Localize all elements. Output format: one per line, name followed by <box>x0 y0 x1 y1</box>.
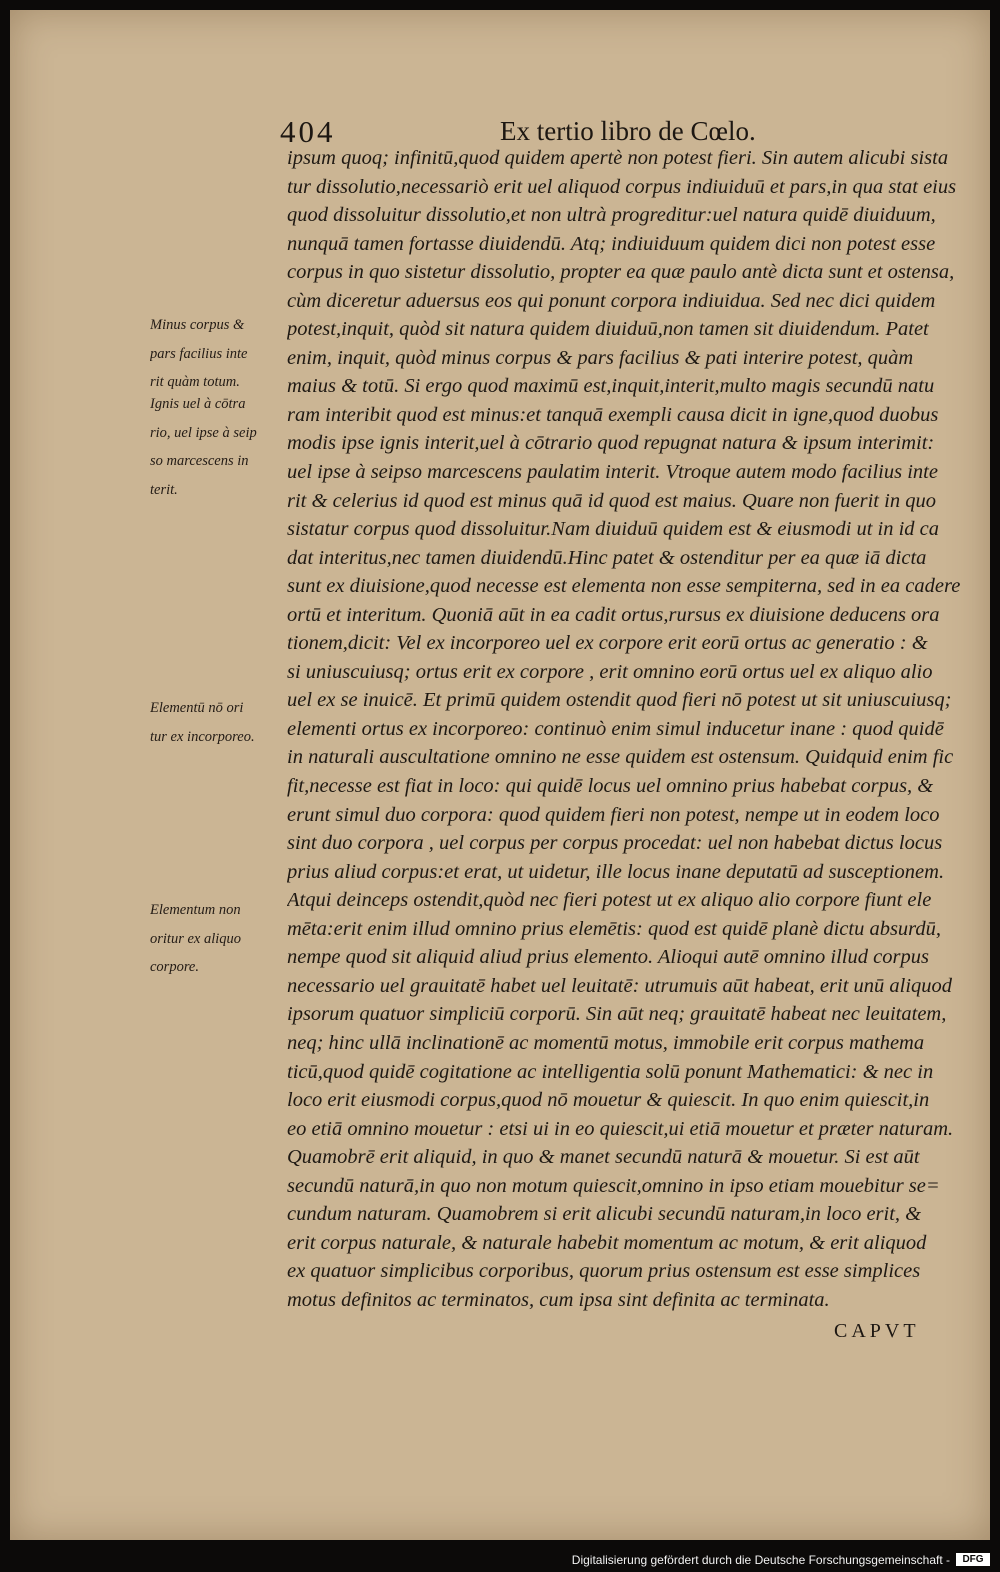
text-line: sistatur corpus quod dissoluitur.Nam diuiduū quidem est & eiusmodi ut in id ca <box>287 518 940 541</box>
text-line: potest,inquit, quòd sit natura quidem diuiduū,non tamen sit diuidendum. Patet <box>287 318 929 341</box>
text-line: dat interitus,nec tamen diuidendū.Hinc patet & ostenditur per ea quæ iā dicta <box>287 546 927 569</box>
text-line: ipsorum quatuor simpliciū corporū. Sin aūt neq; grauitatē habeat nec leuitatem, <box>287 1003 947 1026</box>
text-line: loco erit eiusmodi corpus,quod nō mouetur & quiescit. In quo enim quiescit,in <box>287 1089 930 1112</box>
margin-note-line: Elementū nō ori <box>150 700 244 716</box>
text-line: sunt ex diuisione,quod necesse est elementa non esse sempiterna, sed in ea cadere <box>287 575 961 598</box>
text-line: tur dissolutio,necessariò erit uel aliquod corpus indiuiduū et pars,in qua stat eius <box>287 175 957 198</box>
text-line: Quamobrē erit aliquid, in quo & manet secundū naturā & mouetur. Si est aūt <box>287 1146 920 1169</box>
text-line: ex quatuor simplicibus corporibus, quorum prius ostensum est esse simplices <box>287 1260 921 1283</box>
text-line: quod dissoluitur dissolutio,et non ultrà progreditur:uel natura quidē diuiduum, <box>287 204 936 227</box>
text-line: si uniuscuiusq; ortus erit ex corpore , erit omnino eorū ortus uel ex aliquo alio <box>287 660 933 683</box>
text-line: neq; hinc ullā inclinationē ac momentū motus, immobile erit corpus mathema <box>287 1031 925 1054</box>
margin-note-ignis <box>150 390 298 504</box>
margin-note-elementum-incorporeo <box>150 694 298 751</box>
margin-note-line: tur ex incorporeo. <box>150 728 255 745</box>
text-line: erit corpus naturale, & naturale habebit momentum ac motum, & erit aliquod <box>287 1231 927 1254</box>
text-line: ram interibit quod est minus:et tanquā exempli causa dicit in igne,quod duobus <box>287 403 939 426</box>
page-number: 404 <box>280 114 336 149</box>
text-line: nunquā tamen fortasse diuidendū. Atq; indiuiduum quidem dici non potest esse <box>287 232 936 255</box>
text-line: eo etiā omnino mouetur : etsi ui in eo quiescit,ui etiā mouetur et præter naturam. <box>287 1117 954 1140</box>
text-line: rit & celerius id quod est minus quā id quod est maius. Quare non fuerit in quo <box>287 489 936 512</box>
footer-credit: Digitalisierung gefördert durch die Deutsche Forschungsgemeinschaft - <box>571 1553 950 1567</box>
text-line: cundum naturam. Quamobrem si erit alicubi secundū naturam,in loco erit, & <box>287 1203 922 1226</box>
dfg-logo: DFG <box>956 1553 990 1566</box>
text-line: enim, inquit, quòd minus corpus & pars facilius & pati interire potest, quàm <box>287 346 914 369</box>
catchword: CAPVT <box>834 1320 920 1342</box>
text-line: mēta:erit enim illud omnino prius elemētis: quod est quidē planè dictu absurdū, <box>287 917 942 940</box>
running-title: Ex tertio libro de Cœlo. <box>500 116 756 146</box>
text-line: fit,necesse est fiat in loco: qui quidē locus uel omnino prius habebat corpus, & <box>287 775 934 798</box>
main-text-block <box>287 144 977 1314</box>
text-line: modis ipse ignis interit,uel à cōtrario quod repugnat natura & ipsum interimit: <box>287 432 935 455</box>
text-line: uel ex se inuicē. Et primū quidem ostendit quod fieri nō potest ut sit uniuscuiusq; <box>287 689 952 712</box>
text-line: cùm diceretur aduersus eos qui ponunt corpora indiuidua. Sed nec dici quidem <box>287 289 936 312</box>
text-line: ticū,quod quidē cogitatione ac intelligentia solū ponunt Mathematici: & nec in <box>287 1060 934 1083</box>
text-line: nempe quod sit aliquid aliud prius elemento. Alioqui autē omnino illud corpus <box>287 946 929 969</box>
text-line: prius aliud corpus:et erat, ut uidetur, ille locus inane deputatū ad susceptionem. <box>287 860 945 883</box>
margin-note-line: Minus corpus & <box>150 317 245 333</box>
text-line: in naturali auscultatione omnino ne esse quidem est ostensum. Quidquid enim fic <box>287 746 954 769</box>
text-line: sint duo corpora , uel corpus per corpus procedat: uel non habebat dictus locus <box>287 832 943 855</box>
margin-note-line: Elementum non <box>150 902 241 918</box>
margin-note-line: pars facilius inte <box>150 345 248 362</box>
text-line: corpus in quo sistetur dissolutio, propter ea quæ paulo antè dicta sunt et ostensa, <box>287 261 955 284</box>
margin-note-line: corpore. <box>150 959 199 976</box>
text-line: elementi ortus ex incorporeo: continuò enim simul inducetur inane : quod quidē <box>287 717 944 740</box>
text-line: uel ipse à seipso marcescens paulatim interit. Vtroque autem modo facilius inte <box>287 461 938 484</box>
margin-note-line: rio, uel ipse à seip <box>150 424 257 441</box>
text-line: secundū naturā,in quo non motum quiescit,omnino in ipso etiam mouebitur se= <box>287 1174 940 1197</box>
book-page <box>10 10 990 1540</box>
margin-note-line: terit. <box>150 481 178 498</box>
text-line: motus definitos ac terminatos, cum ipsa sint definita ac terminata. <box>287 1288 830 1311</box>
footer-bar <box>0 1546 1000 1572</box>
text-line: Atqui deinceps ostendit,quòd nec fieri potest ut ex aliquo alio corpore fiunt ele <box>287 889 932 912</box>
text-line: necessario uel grauitatē habet uel leuitatē: utrumuis aūt habeat, erit unū aliquod <box>287 974 953 997</box>
text-line: ipsum quoq; infinitū,quod quidem apertè non potest fieri. Sin autem alicubi sista <box>287 147 949 169</box>
margin-note-minus-corpus <box>150 311 298 397</box>
margin-note-line: so marcescens in <box>150 453 249 470</box>
margin-note-line: rit quàm totum. <box>150 374 240 391</box>
margin-note-line: oritur ex aliquo <box>150 930 242 947</box>
text-line: maius & totū. Si ergo quod maximū est,inquit,interit,multo magis secundū natu <box>287 375 935 398</box>
text-line: erunt simul duo corpora: quod quidem fieri non potest, nempe ut in eodem loco <box>287 803 940 826</box>
text-line: ortū et interitum. Quoniā aūt in ea cadit ortus,rursus ex diuisione deducens ora <box>287 603 940 626</box>
margin-note-line: Ignis uel à cōtra <box>150 396 246 412</box>
margin-note-elementum-corpore <box>150 896 298 982</box>
text-line: tionem,dicit: Vel ex incorporeo uel ex corpore erit eorū ortus ac generatio : & <box>287 632 928 655</box>
